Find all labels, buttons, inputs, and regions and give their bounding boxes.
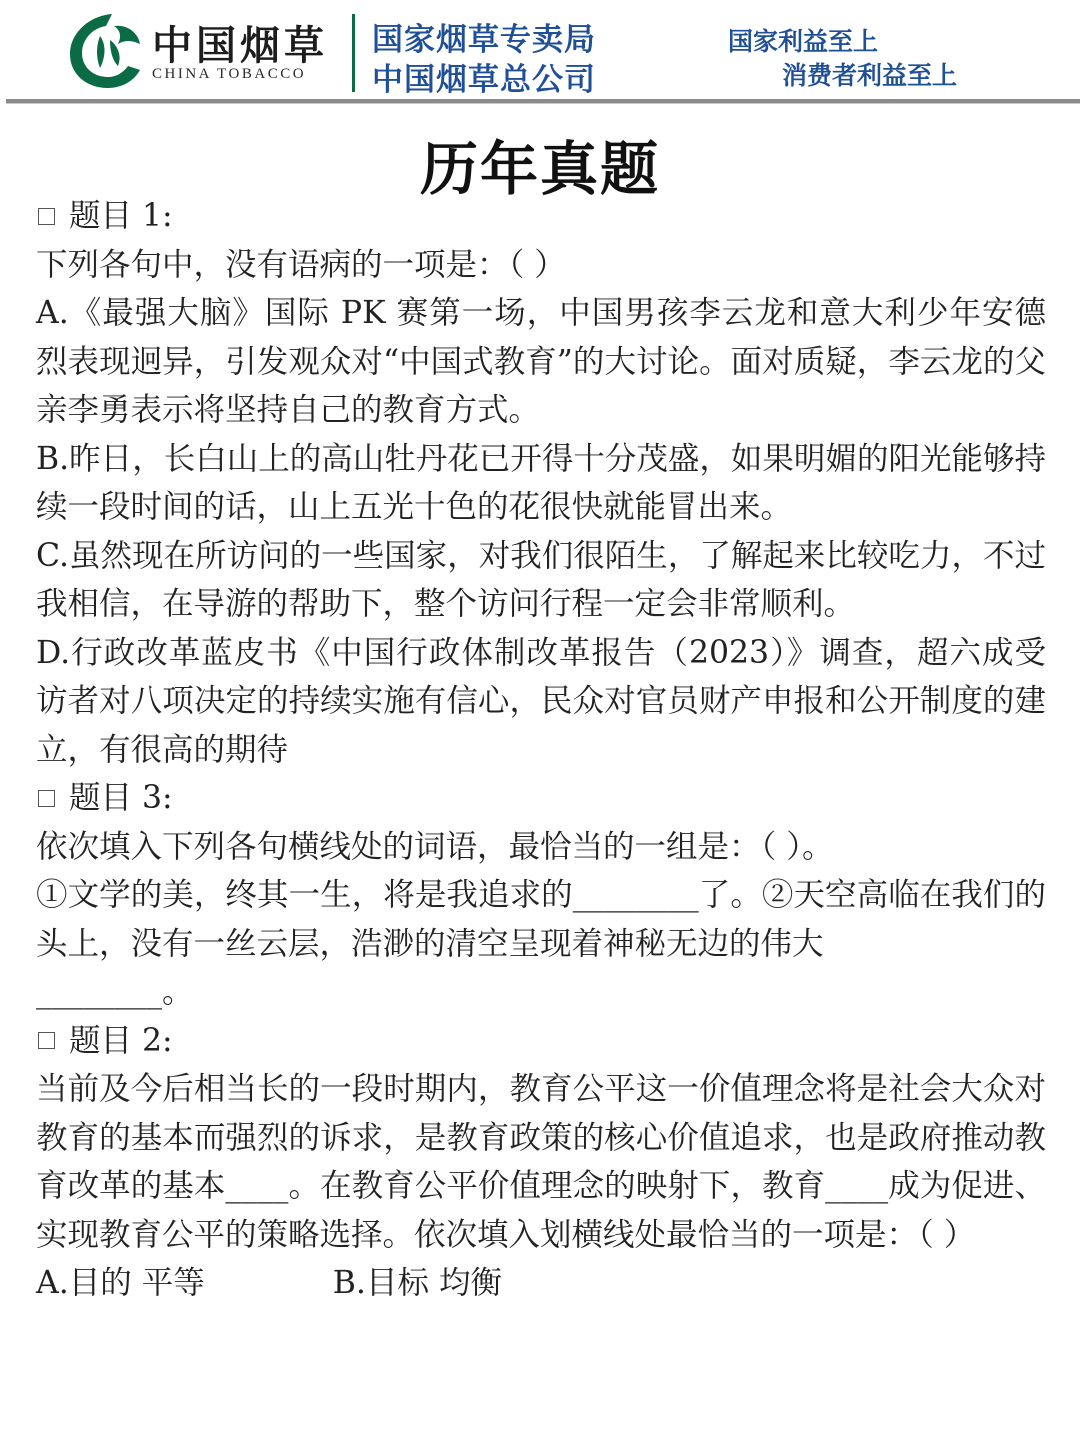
question-heading-label: 题目 2: bbox=[69, 1022, 173, 1059]
question-heading-label: 题目 3: bbox=[69, 780, 173, 816]
question-option: B.昨日，长白山上的高山牡丹花已开得十分茂盛，如果明媚的阳光能够持续一段时间的话，山上五光十色的花很快就能冒出来。 bbox=[36, 440, 1046, 525]
question-heading bbox=[36, 1017, 1046, 1066]
question-stem: 下列各句中，没有语病的一项是：（ ） bbox=[36, 246, 566, 283]
checkbox-icon bbox=[38, 1032, 55, 1049]
agency-name-line1: 国家烟草专卖局 bbox=[372, 22, 596, 58]
header-rule bbox=[6, 99, 1080, 104]
header-divider bbox=[352, 14, 355, 92]
china-tobacco-logo-icon bbox=[66, 10, 146, 92]
brand-name-chinese: 中国烟草 bbox=[152, 23, 328, 69]
question-content bbox=[36, 192, 1046, 1308]
checkbox-icon bbox=[38, 790, 55, 807]
question-option: A.《最强大脑》国际 PK 赛第一场，中国男孩李云龙和意大利少年安德烈表现迥异，引发观众对“中国式教育”的大讨论。面对质疑，李云龙的父亲李勇表示将坚持自己的教育方式。 bbox=[36, 295, 1046, 428]
brand-name-english: CHINA TOBACCO bbox=[152, 66, 307, 82]
checkbox-icon bbox=[38, 208, 55, 225]
question-stem: 依次填入下列各句横线处的词语，最恰当的一组是：（ ）。 bbox=[36, 828, 834, 865]
question-option-b: B.目标 均衡 bbox=[332, 1265, 502, 1301]
question-options-row bbox=[36, 1259, 1046, 1308]
agency-name-line2: 中国烟草总公司 bbox=[372, 62, 596, 98]
slogan-line1: 国家利益至上 bbox=[728, 27, 879, 56]
question-body: ①文学的美，终其一生，将是我追求的________了。②天空高临在我们的头上，没有一丝云层，浩渺的清空呈现着神秘无边的伟大 bbox=[36, 877, 1046, 962]
question-heading-label: 题目 1: bbox=[69, 198, 173, 234]
question-option-a: A.目的 平等 bbox=[36, 1265, 205, 1301]
header-banner bbox=[0, 0, 1080, 100]
question-heading bbox=[36, 774, 1046, 823]
question-option: C.虽然现在所访问的一些国家，对我们很陌生，了解起来比较吃力，不过我相信，在导游的帮助下，整个访问行程一定会非常顺利。 bbox=[36, 537, 1046, 622]
question-option: D.行政改革蓝皮书《中国行政体制改革报告（2023）》调查，超六成受访者对八项决定的持续实施有信心，民众对官员财产申报和公开制度的建立，有很高的期待 bbox=[36, 634, 1046, 768]
slogan-line2: 消费者利益至上 bbox=[782, 61, 958, 90]
page-title: 历年真题 bbox=[419, 135, 660, 203]
question-blank-line: ________。 bbox=[36, 974, 194, 1010]
question-heading bbox=[36, 192, 1046, 241]
question-stem: 当前及今后相当长的一段时期内，教育公平这一价值理念将是社会大众对教育的基本而强烈的诉求，是教育政策的核心价值追求，也是政府推动教育改革的基本____。在教育公平价值理念的映射下，教育____成为促进、实现教育公平的策略选择。依次填入划横线处最恰当的一项是：（ ） bbox=[36, 1071, 1046, 1253]
